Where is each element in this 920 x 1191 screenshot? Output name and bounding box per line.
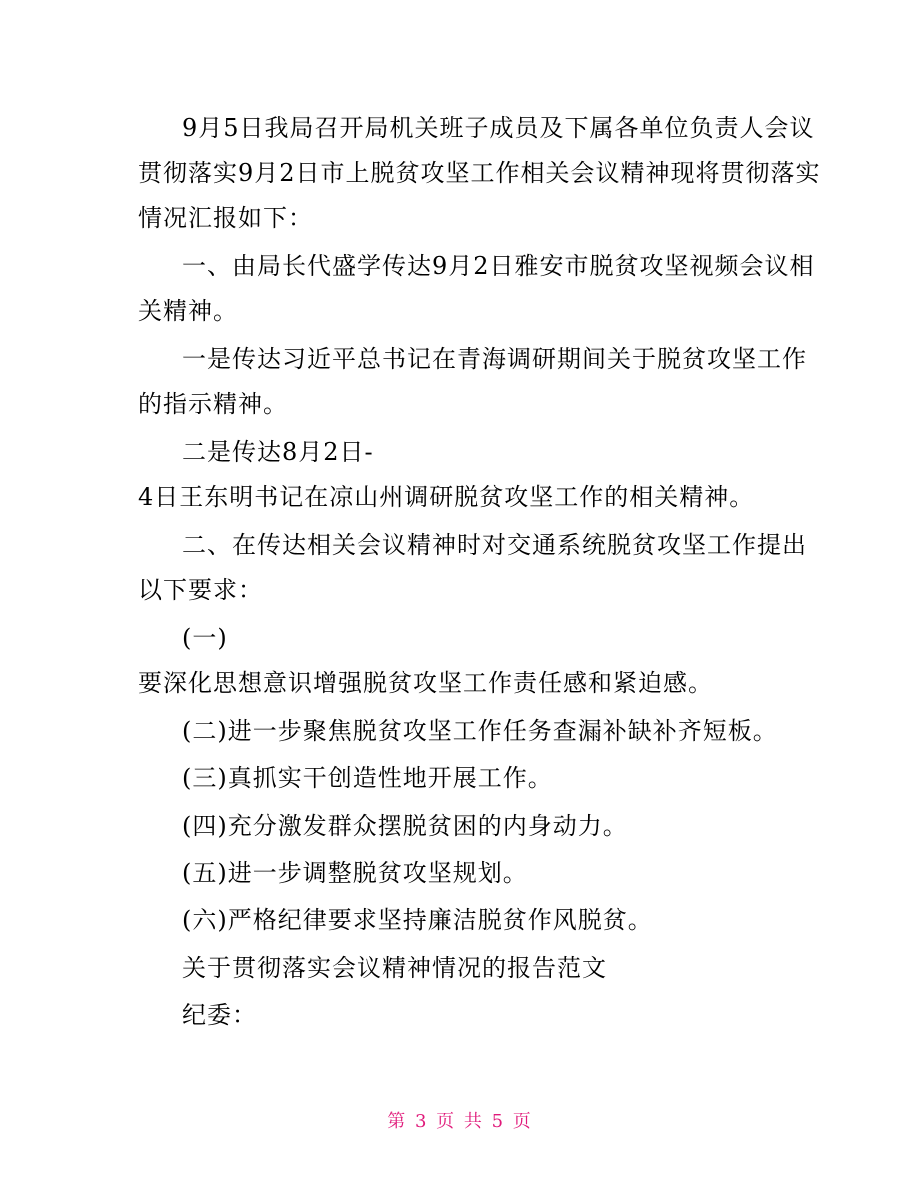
paragraph-line-12: (一): [182, 624, 228, 652]
paragraph-line-6: 一是传达习近平总书记在青海调研期间关于脱贫攻坚工作: [182, 345, 807, 373]
paragraph-line-8: 二是传达8月2日-: [182, 438, 374, 466]
page-indicator: 第 3 页 共 5 页: [387, 1111, 533, 1132]
paragraph-line-10: 二、在传达相关会议精神时对交通系统脱贫攻坚工作提出: [182, 531, 807, 559]
paragraph-line-13: 要深化思想意识增强脱贫攻坚工作责任感和紧迫感。: [138, 669, 713, 697]
paragraph-line-16: (四)充分激发群众摆脱贫困的内身动力。: [182, 812, 628, 840]
paragraph-line-5: 关精神。: [138, 297, 238, 325]
paragraph-line-19: 关于贯彻落实会议精神情况的报告范文: [182, 954, 607, 982]
paragraph-line-11: 以下要求：: [138, 576, 263, 604]
paragraph-line-20: 纪委：: [182, 1001, 257, 1029]
paragraph-line-14: (二)进一步聚焦脱贫攻坚工作任务查漏补缺补齐短板。: [182, 717, 778, 745]
paragraph-line-18: (六)严格纪律要求坚持廉洁脱贫作风脱贫。: [182, 906, 653, 934]
paragraph-line-1: 9月5日我局召开局机关班子成员及下属各单位负责人会议: [182, 114, 815, 142]
paragraph-line-9: 4日王东明书记在凉山州调研脱贫攻坚工作的相关精神。: [138, 483, 755, 511]
paragraph-line-7: 的指示精神。: [138, 390, 288, 418]
paragraph-line-4: 一、由局长代盛学传达9月2日雅安市脱贫攻坚视频会议相: [182, 252, 815, 280]
paragraph-line-17: (五)进一步调整脱贫攻坚规划。: [182, 859, 528, 887]
paragraph-line-15: (三)真抓实干创造性地开展工作。: [182, 764, 553, 792]
paragraph-line-2: 贯彻落实9月2日市上脱贫攻坚工作相关会议精神现将贯彻落实: [138, 159, 821, 187]
paragraph-line-3: 情况汇报如下：: [138, 204, 313, 232]
